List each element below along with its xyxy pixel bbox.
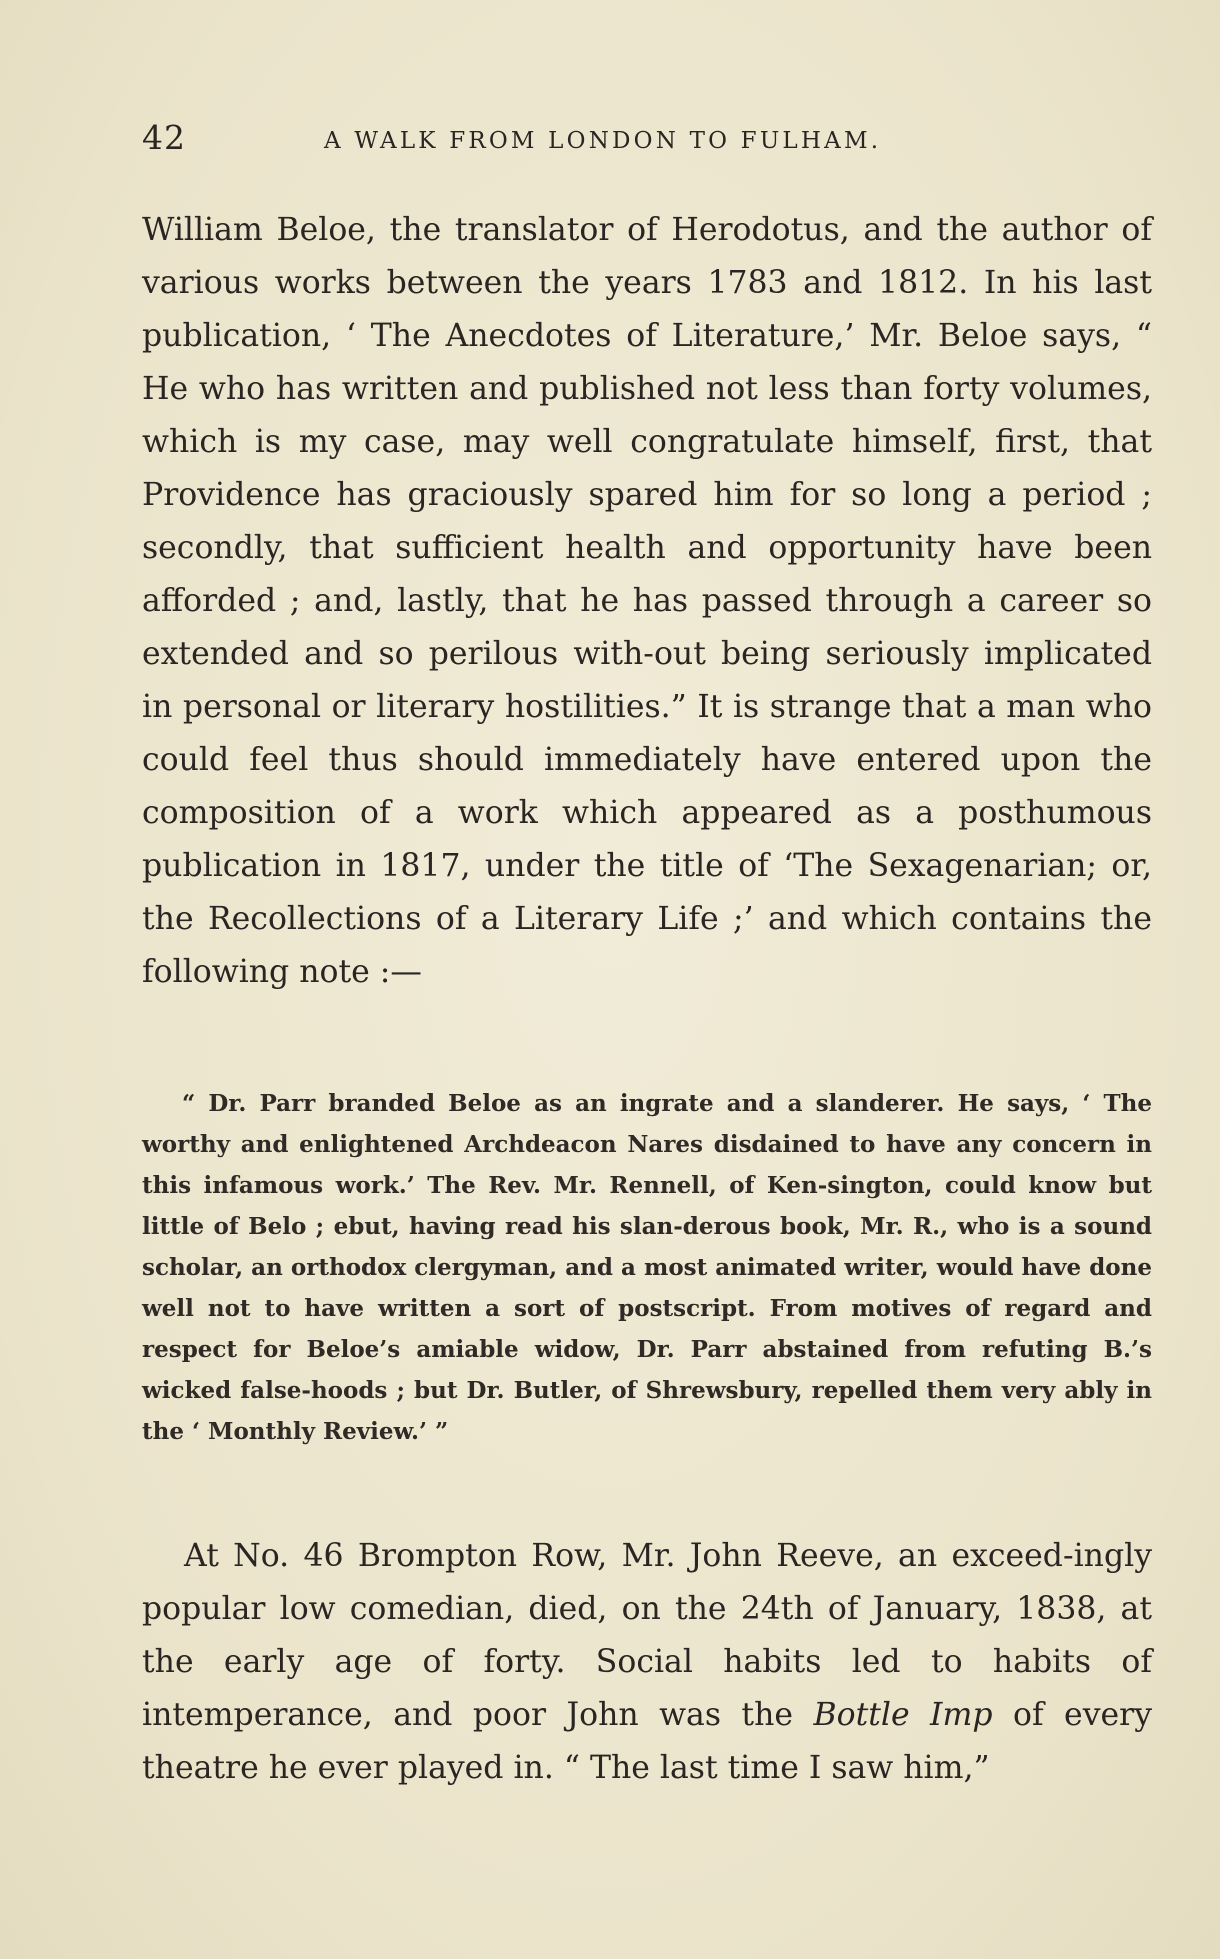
body-paragraph-2 [142,1530,1152,1795]
italic-title-bottle-imp: Bottle Imp [813,1697,993,1733]
quoted-note: “ Dr. Parr branded Beloe as an ingrate and a slanderer. He says, ‘ The worthy and enlightened Archdeacon Nares disdained to have any concern in this infamous work.’ The Rev. Mr. Rennell, of Ken-sington, could know but little of Belo ; ebut, having read his slan-derous book, Mr. R., who is a sound scholar, an orthodox clergyman, and a most animated writer, would have done well not to have written a sort of postscript. From motives of regard and respect for Beloe’s amiable widow, Dr. Parr abstained from refuting B.’s wicked false-hoods ; but Dr. Butler, of Shrewsbury, repelled them very ably in the ‘ Monthly Review.’ ” [142,1090,1152,1445]
paragraph-2-text-end: of every theatre he ever played in. “ The last time I saw him,” [142,1697,1152,1786]
body-paragraph-1: William Beloe, the translator of Herodotus, and the author of various works between the years 1783 and 1812. In his last publication, ‘ The Anecdotes of Literature,’ Mr. Beloe says, “ He who has written and published not less than forty volumes, which is my case, may well congratulate himself, first, that Providence has graciously spared him for so long a period ; secondly, that sufficient health and opportunity have been afforded ; and, lastly, that he has passed through a career so extended and so perilous with-out being seriously implicated in personal or literary hostilities.” It is strange that a man who could feel thus should immediately have entered upon the composition of a work which appeared as a posthumous publication in 1817, under the title of ‘The Sexagenarian; or, the Recollections of a Literary Life ;’ and which contains the following note :— [142,212,1152,990]
page-number: 42 [142,118,186,157]
running-title: A WALK FROM LONDON TO FULHAM. [324,128,882,154]
paragraph-2-text-start: At No. 46 Brompton Row, Mr. John Reeve, an exceed-ingly popular low comedian, died, on the 24th of January, 1838, at the early age of forty. Social habits led to habits of intemperance, and poor John was the [142,1538,1152,1733]
page-header [142,118,1102,166]
